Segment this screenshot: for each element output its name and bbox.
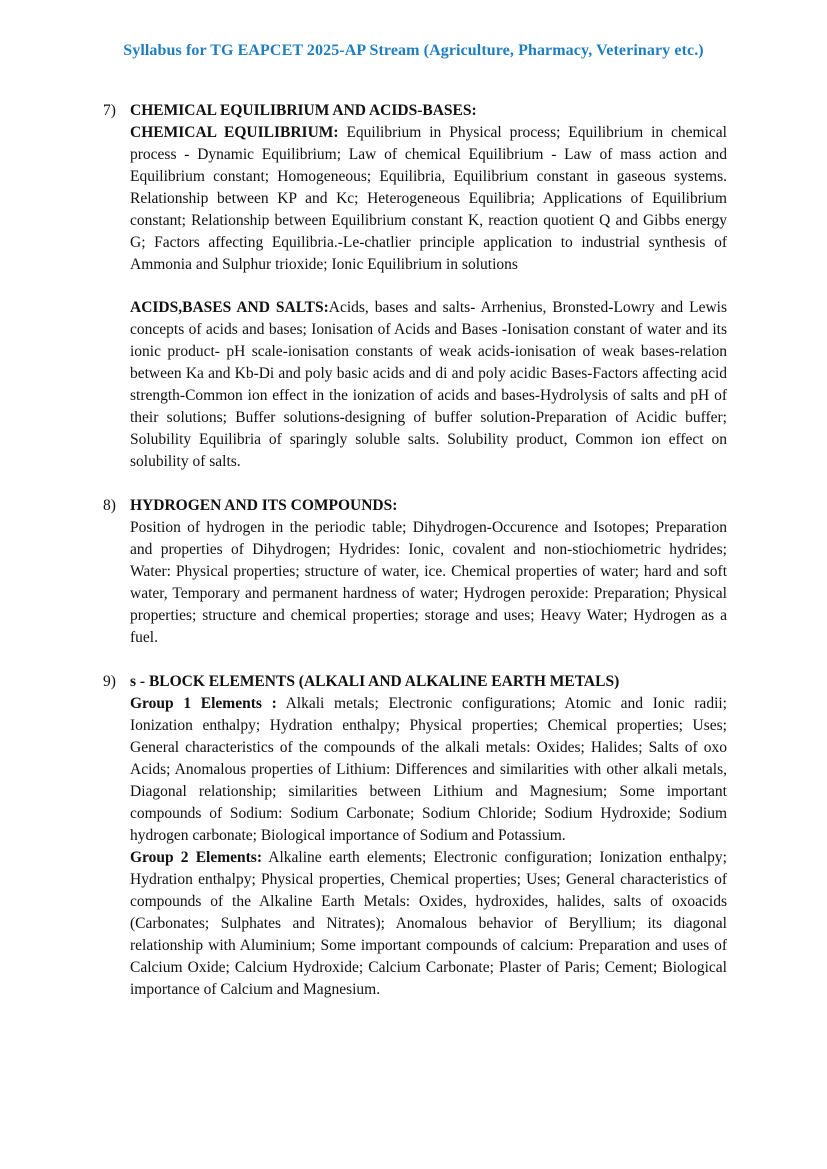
section-content [130,671,727,1001]
section-hydrogen [0,495,827,649]
section-paragraph [130,297,727,473]
section-number: 7) [103,102,116,119]
section-chemical-equilibrium [0,100,827,473]
paragraph-lead: ACIDS,BASES AND SALTS: [130,299,329,316]
section-title: CHEMICAL EQUILIBRIUM AND ACIDS-BASES: [130,102,477,119]
section-s-block-elements [0,671,827,1001]
section-paragraph [130,517,727,649]
section-paragraph [130,122,727,276]
section-content [130,495,727,649]
section-title: HYDROGEN AND ITS COMPOUNDS: [130,497,398,514]
paragraph-text: Alkali metals; Electronic configurations; Atomic and Ionic radii; Ionization enthalpy; Hydration enthalpy; Physical properties; Chemical properties; Uses; General characteristics of the compounds of the alkali metals: Oxides; Halides; Salts of oxo Acids; Anomalous properties of Lithium: Differences and similarities with other alkali metals, Diagonal relationship; similarities between Lithium and Magnesium; Some important compounds of Sodium: Sodium Carbonate; Sodium Chloride; Sodium Hydroxide; Sodium hydrogen carbonate; Biological importance of Sodium and Potassium. [130,695,727,844]
section-title: s - BLOCK ELEMENTS (ALKALI AND ALKALINE EARTH METALS) [130,673,620,690]
section-number: 9) [103,673,116,690]
page-header-title: Syllabus for TG EAPCET 2025-AP Stream (Agriculture, Pharmacy, Veterinary etc.) [123,42,704,59]
paragraph-text: Position of hydrogen in the periodic table; Dihydrogen-Occurence and Isotopes; Preparation and properties of Dihydrogen; Hydrides: Ionic, covalent and non-stiochiometric hydrides; Water: Physical properties; structure of water, ice. Chemical properties of water; hard and soft water, Temporary and permanent hardness of water; Hydrogen peroxide: Preparation; Physical properties; structure and chemical properties; storage and uses; Heavy Water; Hydrogen as a fuel. [130,519,727,646]
paragraph-text: Equilibrium in Physical process; Equilibrium in chemical process - Dynamic Equilibrium; Law of chemical Equilibrium - Law of mass action and Equilibrium constant; Homogeneous; Equilibria, Equilibrium constant in gaseous systems. Relationship between KP and Kc; Heterogeneous Equilibria; Applications of Equilibrium constant; Relationship between Equilibrium constant K, reaction quotient Q and Gibbs energy G; Factors affecting Equilibria.-Le-chatlier principle application to industrial synthesis of Ammonia and Sulphur trioxide; Ionic Equilibrium in solutions [130,124,727,273]
paragraph-text: Acids, bases and salts- Arrhenius, Bronsted-Lowry and Lewis concepts of acids and bases; Ionisation of Acids and Bases -Ionisation constant of water and its ionic product- pH scale-ionisation constants of weak acids-ionisation of weak bases-relation between Ka and Kb-Di and poly basic acids and di and poly acidic Bases-Factors affecting acid strength-Common ion effect in the ionization of acids and bases-Hydrolysis of salts and pH of their solutions; Buffer solutions-designing of buffer solution-Preparation of Acidic buffer; Solubility Equilibria of sparingly soluble salts. Solubility product, Common ion effect on solubility of salts. [130,299,727,470]
syllabus-sections [0,100,827,1023]
section-content [130,100,727,473]
section-number: 8) [103,497,116,514]
paragraph-lead: CHEMICAL EQUILIBRIUM: [130,124,339,141]
section-paragraph [130,693,727,847]
paragraph-text: Alkaline earth elements; Electronic configuration; Ionization enthalpy; Hydration enthalpy; Physical properties, Chemical properties; Uses; General characteristics of compounds of the Alkaline Earth Metals: Oxides, hydroxides, halides, salts of oxoacids (Carbonates; Sulphates and Nitrates); Anomalous behavior of Beryllium; its diagonal relationship with Aluminium; Some important compounds of calcium: Preparation and uses of Calcium Oxide; Calcium Hydroxide; Calcium Carbonate; Plaster of Paris; Cement; Biological importance of Calcium and Magnesium. [130,849,727,998]
section-paragraph [130,847,727,1001]
paragraph-lead: Group 1 Elements : [130,695,277,712]
paragraph-lead: Group 2 Elements: [130,849,262,866]
